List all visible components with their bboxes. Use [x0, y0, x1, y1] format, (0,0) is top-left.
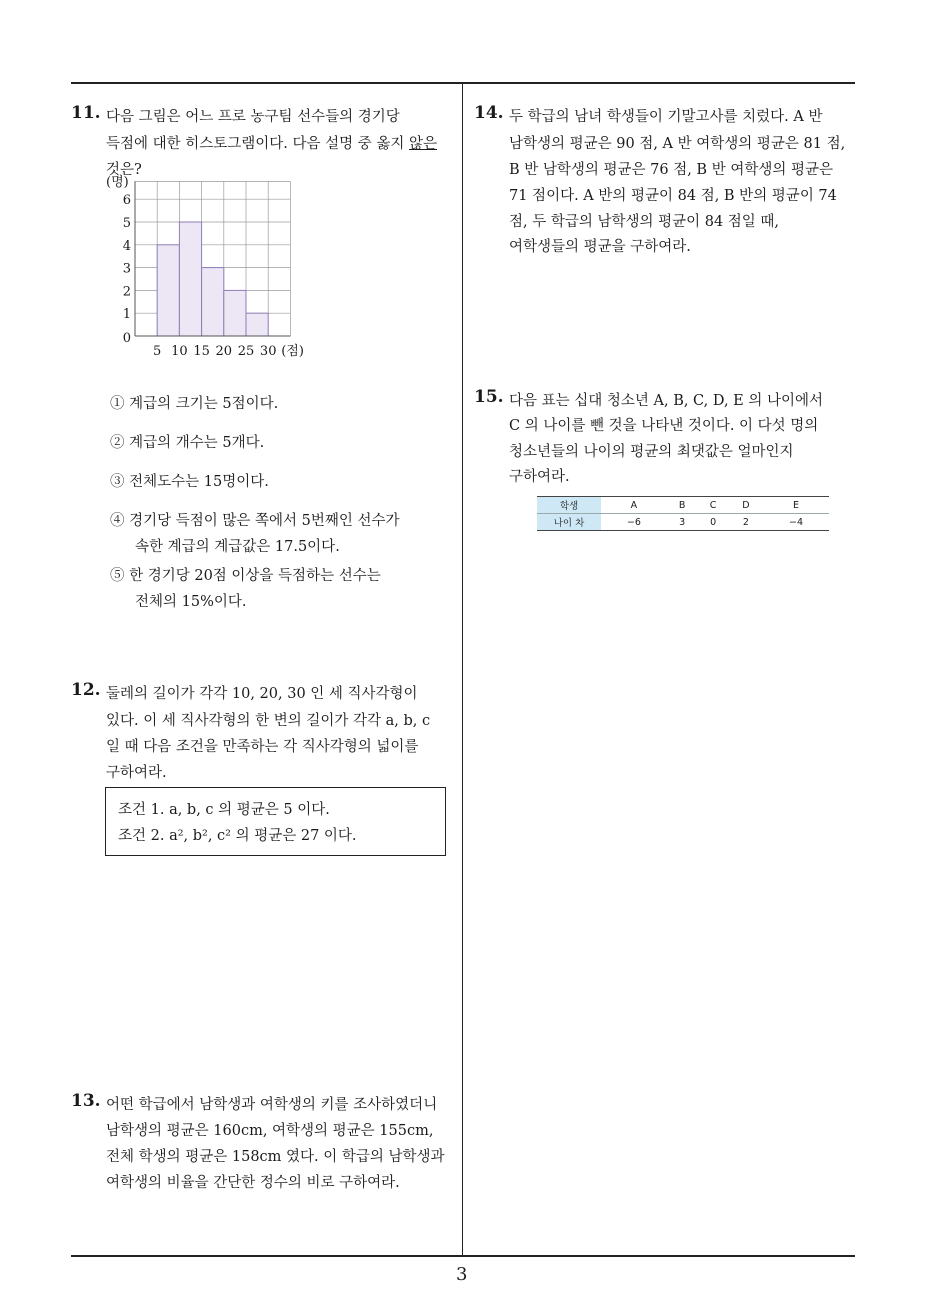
histogram-bar — [157, 245, 179, 336]
q11-option-4: ④ 경기당 득점이 많은 쪽에서 5번째인 선수가 — [110, 513, 400, 529]
question-13-number: 13. — [71, 1091, 101, 1111]
q14-line-2: 남학생의 평균은 90 점, A 반 여학생의 평균은 81 점, — [509, 136, 846, 152]
y-tick-label: 4 — [122, 238, 131, 254]
q11-line-1: 다음 그림은 어느 프로 농구팀 선수들의 경기당 — [106, 109, 400, 125]
age-table-header-e: E — [763, 497, 829, 514]
age-table-cell-a: −6 — [601, 514, 667, 531]
question-15-number: 15. — [474, 387, 504, 407]
q14-line-3: B 반 남학생의 평균은 76 점, B 반 여학생의 평균은 — [509, 162, 833, 178]
x-axis-label: (점) — [281, 344, 304, 359]
q13-line-3: 전체 학생의 평균은 158cm 였다. 이 학급의 남학생과 — [106, 1149, 445, 1165]
bottom-rule — [71, 1255, 855, 1257]
q12-line-2: 있다. 이 세 직사각형의 한 변의 길이가 각각 a, b, c — [106, 713, 431, 729]
q14-line-1: 두 학급의 남녀 학생들이 기말고사를 치렀다. A 반 — [509, 109, 823, 125]
x-tick-label: 30 — [259, 344, 277, 359]
age-table-header-b: B — [667, 497, 698, 514]
age-table-cell-b: 3 — [667, 514, 698, 531]
column-divider — [462, 83, 463, 1256]
x-tick-label: 5 — [153, 344, 162, 359]
q11-line-2 — [106, 132, 437, 153]
age-table-data-row — [537, 514, 829, 531]
q15-line-3: 청소년들의 나이의 평균의 최댓값은 얼마인지 — [509, 444, 794, 460]
q13-line-4: 여학생의 비율을 간단한 정수의 비로 구하여라. — [106, 1175, 400, 1191]
q15-line-4: 구하여라. — [509, 469, 570, 485]
q14-line-5: 점, 두 학급의 남학생의 평균이 84 점일 때, — [509, 214, 780, 230]
q15-line-1: 다음 표는 십대 청소년 A, B, C, D, E 의 나이에서 — [509, 393, 824, 409]
age-table-cell-e: −4 — [763, 514, 829, 531]
x-tick-label: 10 — [171, 344, 188, 359]
q11-line-3: 것은? — [106, 162, 142, 178]
x-tick-label: 20 — [215, 344, 233, 359]
page-number: 3 — [456, 1264, 468, 1285]
q12-condition-1: 조건 1. a, b, c 의 평균은 5 이다. — [118, 802, 330, 818]
age-difference-table — [537, 496, 829, 531]
age-table-header-row — [537, 497, 829, 514]
age-table-header-c: C — [698, 497, 729, 514]
q15-line-2: C 의 나이를 뺀 것을 나타낸 것이다. 이 다섯 명의 — [509, 418, 819, 434]
age-table-row-label: 나이 차 — [537, 514, 601, 531]
y-tick-label: 2 — [122, 284, 131, 300]
q12-line-4: 구하여라. — [106, 765, 167, 781]
age-table-cell-d: 2 — [729, 514, 763, 531]
histogram-bar — [179, 222, 201, 336]
q11-underlined-word: 않은 — [409, 136, 438, 152]
q12-line-3: 일 때 다음 조건을 만족하는 각 직사각형의 넓이를 — [106, 739, 419, 755]
q11-option-5: ⑤ 한 경기당 20점 이상을 득점하는 선수는 — [110, 568, 381, 584]
question-14-number: 14. — [474, 103, 504, 123]
y-axis-label: (명) — [106, 175, 129, 190]
q11-option-5-cont: 전체의 15%이다. — [135, 594, 247, 610]
q14-line-6: 여학생들의 평균을 구하여라. — [509, 239, 691, 255]
age-table-cell-c: 0 — [698, 514, 729, 531]
age-table-header-a: A — [601, 497, 667, 514]
age-table-header-d: D — [729, 497, 763, 514]
q14-line-4: 71 점이다. A 반의 평균이 84 점, B 반의 평균이 74 — [509, 188, 837, 204]
q13-line-2: 남학생의 평균은 160cm, 여학생의 평균은 155cm, — [106, 1123, 434, 1139]
histogram — [100, 172, 340, 362]
y-tick-label: 1 — [122, 307, 131, 323]
y-tick-label: 3 — [122, 261, 131, 277]
q11-option-3: ③ 전체도수는 15명이다. — [110, 474, 269, 490]
q11-line-2-text: 득점에 대한 히스토그램이다. 다음 설명 중 옳지 — [106, 136, 410, 152]
x-tick-label: 15 — [193, 344, 210, 359]
q11-option-4-cont: 속한 계급의 계급값은 17.5이다. — [135, 539, 340, 555]
histogram-bar — [202, 268, 224, 336]
q12-condition-2: 조건 2. a², b², c² 의 평균은 27 이다. — [118, 828, 357, 844]
y-tick-label: 6 — [122, 193, 131, 209]
histogram-bar — [224, 290, 246, 336]
histogram-bar — [246, 313, 268, 336]
question-12-number: 12. — [71, 680, 101, 700]
y-tick-label: 5 — [122, 216, 131, 231]
q13-line-1: 어떤 학급에서 남학생과 여학생의 키를 조사하였더니 — [106, 1097, 438, 1113]
y-tick-label: 0 — [122, 331, 131, 346]
x-tick-label: 25 — [237, 344, 255, 359]
age-table-header-student: 학생 — [537, 497, 601, 514]
question-11-number: 11. — [71, 103, 101, 123]
q11-option-2: ② 계급의 개수는 5개다. — [110, 435, 265, 451]
q12-line-1: 둘레의 길이가 각각 10, 20, 30 인 세 직사각형이 — [106, 686, 418, 702]
q11-option-1: ① 계급의 크기는 5점이다. — [110, 396, 279, 412]
